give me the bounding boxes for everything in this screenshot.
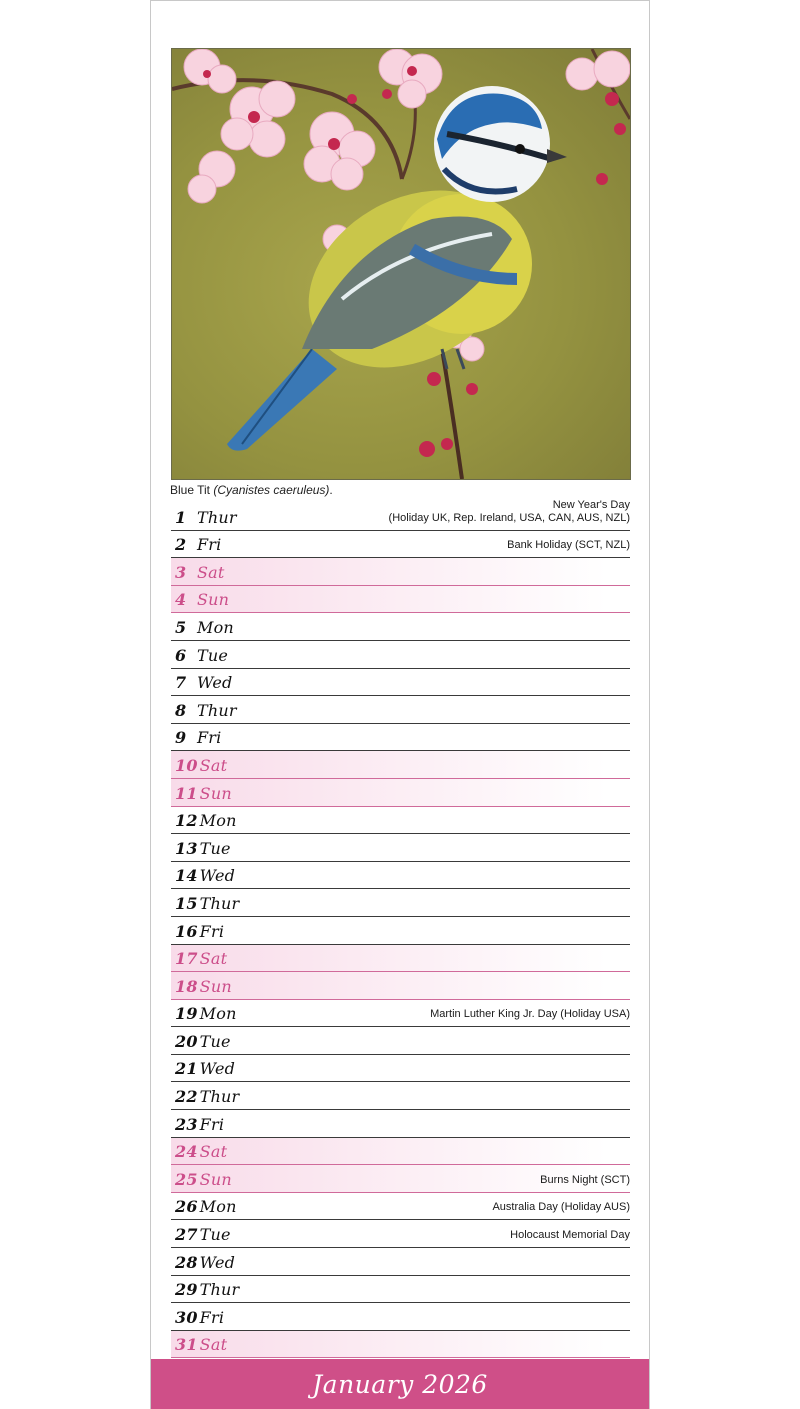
day-name: Sat [199,1335,228,1355]
day-name: Tue [199,1225,231,1245]
day-name: Mon [199,811,237,831]
day-name: Fri [197,728,222,748]
day-number: 18 [175,976,198,996]
day-name: Fri [199,1114,225,1134]
day-name: Sun [199,1169,232,1189]
holiday-note [492,1201,630,1214]
day-row [171,1027,630,1055]
day-number: 2 [175,535,187,555]
day-row [171,1193,630,1221]
day-label [175,673,232,692]
day-label [175,1308,224,1327]
day-number: 17 [175,949,198,969]
day-name: Wed [199,1252,236,1272]
day-number: 11 [175,783,198,803]
holiday-note-line: Bank Holiday (SCT, NZL) [507,539,630,552]
day-name: Wed [199,866,236,886]
day-row [171,1055,630,1083]
day-label [175,1197,237,1216]
day-number: 1 [175,507,187,527]
day-name: Sun [197,590,230,610]
day-row [171,586,630,614]
day-number: 20 [175,1031,198,1051]
day-name: Mon [199,1004,237,1024]
day-row [171,1165,630,1193]
day-number: 5 [175,617,187,637]
day-number: 27 [175,1225,198,1245]
day-label [175,1335,227,1354]
day-label [175,866,235,885]
day-number: 23 [175,1114,198,1134]
day-label [175,922,224,941]
day-number: 15 [175,893,198,913]
day-row [171,1082,630,1110]
day-label [175,811,237,830]
day-label [175,894,239,913]
day-number: 26 [175,1197,198,1217]
month-footer [151,1359,649,1409]
holiday-note-line: Burns Night (SCT) [540,1173,630,1186]
day-name: Sat [199,949,228,969]
day-label [175,1004,237,1023]
day-row [171,669,630,697]
day-number: 25 [175,1169,198,1189]
day-row [171,862,630,890]
day-name: Fri [197,535,222,555]
day-row [171,1110,630,1138]
holiday-note-line: Holocaust Memorial Day [510,1229,630,1242]
caption-common-name: Blue Tit [170,483,211,497]
day-row [171,696,630,724]
day-number: 29 [175,1280,198,1300]
day-number: 8 [175,700,187,720]
day-number: 9 [175,728,187,748]
day-row [171,972,630,1000]
day-label [175,1087,239,1106]
caption-latin-name: (Cyanistes caeruleus) [213,483,330,497]
holiday-note-line: New Year's Day [552,498,630,511]
day-name: Tue [197,645,229,665]
day-label [175,618,234,637]
holiday-note-line: (Holiday UK, Rep. Ireland, USA, CAN, AUS, NZL) [388,511,630,524]
day-label [175,728,221,747]
day-row [171,917,630,945]
day-name: Tue [199,1031,231,1051]
day-label [175,949,227,968]
day-number: 28 [175,1252,198,1272]
day-row [171,834,630,862]
day-label [175,1280,239,1299]
day-number: 22 [175,1087,198,1107]
day-label [175,701,237,720]
calendar-page [150,0,650,1409]
day-row [171,1138,630,1166]
day-row [171,724,630,752]
day-number: 31 [175,1335,198,1355]
bird-photo [171,48,631,480]
day-label [175,1225,231,1244]
day-number: 16 [175,921,198,941]
holiday-note-line: Australia Day (Holiday AUS) [492,1201,630,1214]
day-label [175,535,221,554]
day-name: Wed [197,673,233,693]
day-name: Sun [199,976,232,996]
day-name: Thur [197,700,237,720]
holiday-note [389,499,630,525]
day-number: 24 [175,1142,198,1162]
day-row [171,531,630,559]
day-name: Mon [199,1197,237,1217]
day-number: 7 [175,673,187,693]
holiday-note [507,539,630,552]
day-label [175,1253,235,1272]
day-label [175,839,231,858]
day-name: Fri [199,1307,225,1327]
day-label [175,756,227,775]
day-label [175,1170,232,1189]
day-name: Sat [199,755,228,775]
blue-tit-illustration [172,49,630,479]
day-row [171,1276,630,1304]
day-row [171,1000,630,1028]
photo-caption [170,483,333,497]
day-number: 12 [175,811,198,831]
day-name: Thur [197,507,237,527]
holiday-note-line: Martin Luther King Jr. Day (Holiday USA) [430,1008,630,1021]
day-row [171,1248,630,1276]
day-number: 10 [175,755,198,775]
day-name: Tue [199,838,231,858]
day-label [175,563,225,582]
day-number: 21 [175,1059,198,1079]
day-row [171,807,630,835]
day-row [171,1331,630,1359]
day-name: Mon [197,617,234,637]
day-label [175,1142,227,1161]
day-row [171,613,630,641]
day-name: Wed [199,1059,236,1079]
day-row [171,751,630,779]
day-number: 19 [175,1004,198,1024]
day-label [175,784,232,803]
day-name: Fri [199,921,225,941]
day-number: 14 [175,866,198,886]
holiday-note [540,1174,630,1187]
day-number: 6 [175,645,187,665]
day-label [175,508,237,527]
day-name: Thur [199,1087,240,1107]
day-number: 13 [175,838,198,858]
day-number: 30 [175,1307,198,1327]
caption-period: . [329,483,333,497]
day-name: Sat [197,562,225,582]
day-name: Sat [199,1142,228,1162]
month-title: January 2026 [312,1369,488,1399]
day-row [171,889,630,917]
holiday-note [430,1008,630,1021]
day-row [171,558,630,586]
day-label [175,590,229,609]
day-name: Thur [199,1280,240,1300]
day-number: 4 [175,590,187,610]
day-label [175,977,232,996]
day-list [171,498,630,1358]
day-name: Thur [199,893,240,913]
day-label [175,1032,231,1051]
day-label [175,1059,235,1078]
holiday-note [510,1229,630,1242]
day-row [171,779,630,807]
day-row [171,1303,630,1331]
day-label [175,646,228,665]
day-row [171,498,630,531]
day-row [171,1220,630,1248]
day-number: 3 [175,562,187,582]
day-row [171,945,630,973]
day-label [175,1115,224,1134]
day-row [171,641,630,669]
day-name: Sun [199,783,232,803]
